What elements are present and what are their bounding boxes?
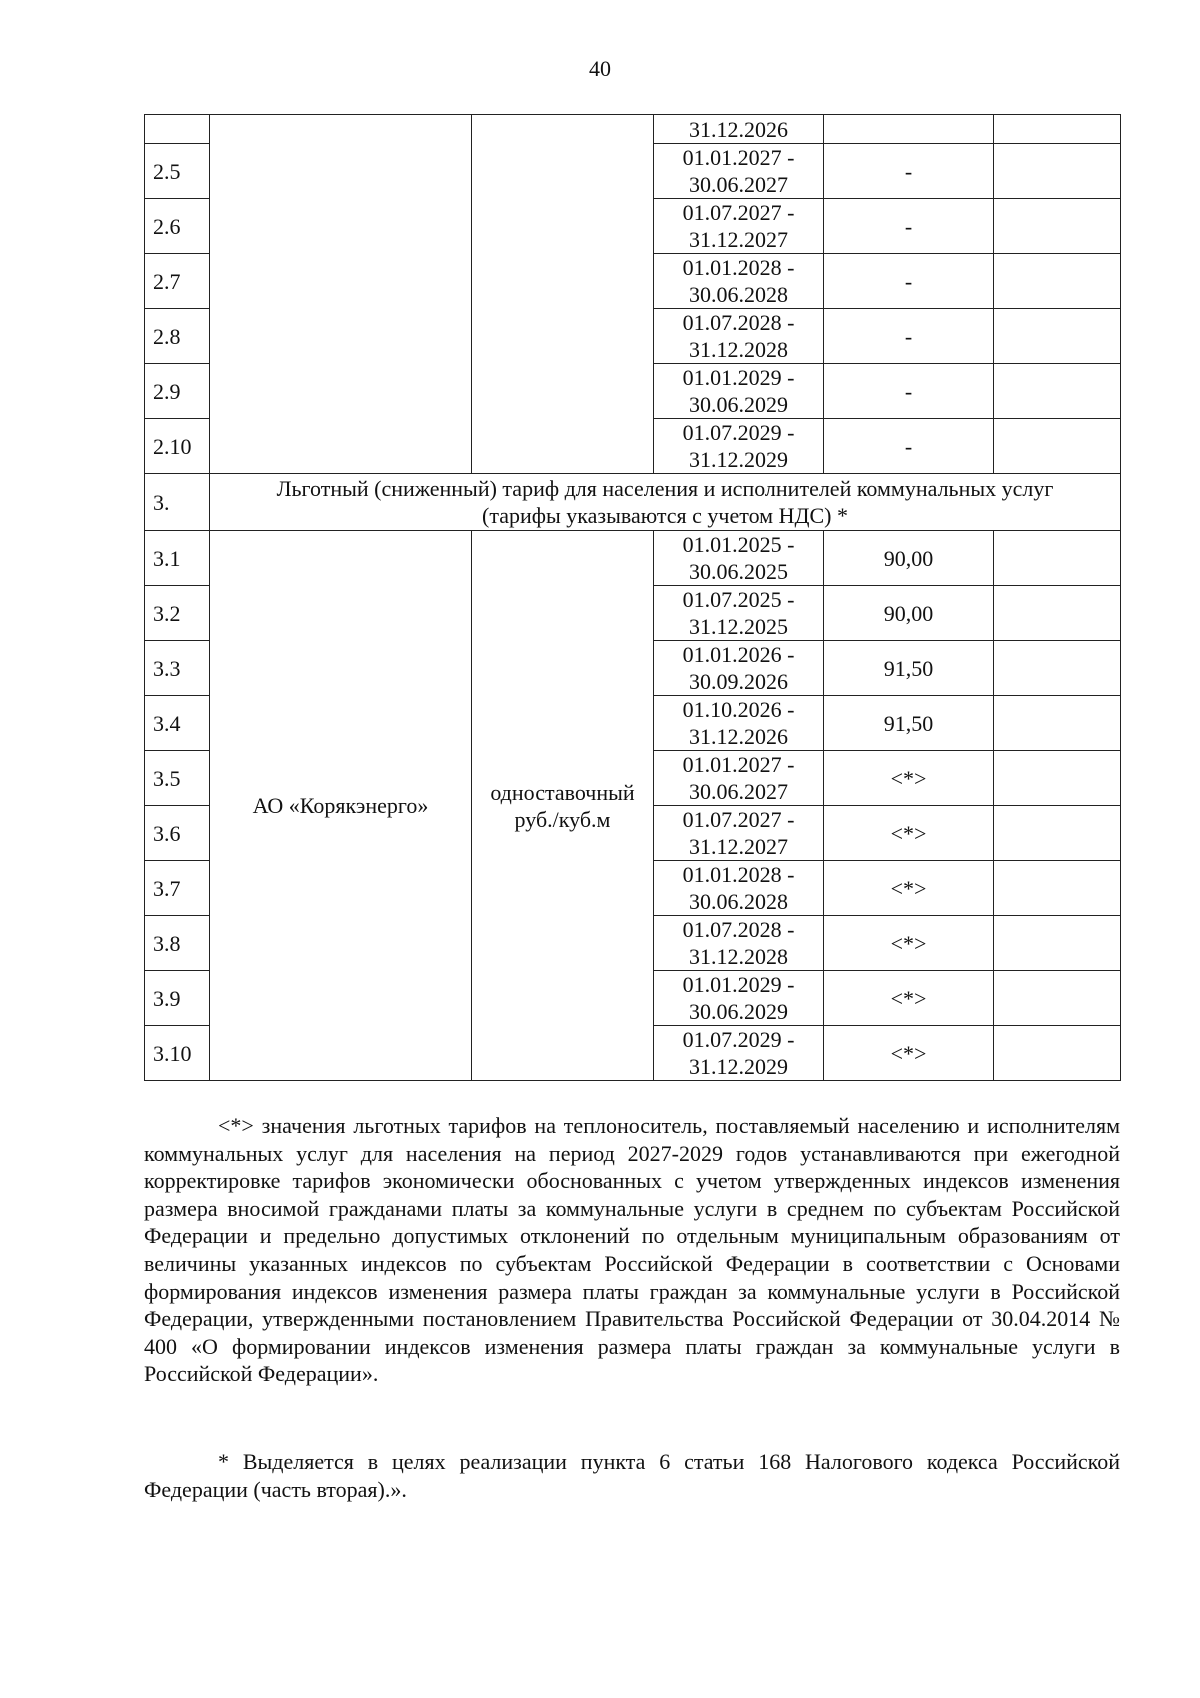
period-cell — [654, 586, 824, 641]
empty-cell — [994, 531, 1121, 586]
row-number: 3.6 — [145, 806, 210, 861]
organization-cell-prev — [210, 115, 472, 474]
period-line: 30.06.2025 — [689, 559, 788, 584]
empty-cell — [994, 199, 1121, 254]
tariff-type-cell — [472, 531, 654, 1081]
footnote-vat — [144, 1448, 1120, 1503]
value-cell: <*> — [824, 806, 994, 861]
empty-cell — [994, 586, 1121, 641]
organization-cell: АО «Корякэнерго» — [210, 531, 472, 1081]
period-cell — [654, 254, 824, 309]
period-line: 31.12.2027 — [689, 834, 788, 859]
empty-cell — [994, 364, 1121, 419]
empty-cell — [994, 751, 1121, 806]
tariff-unit: руб./куб.м — [514, 806, 611, 832]
section-header-row — [145, 474, 1121, 531]
period-cell — [654, 751, 824, 806]
section-title — [210, 474, 1121, 531]
row-number: 3.4 — [145, 696, 210, 751]
empty-cell — [994, 309, 1121, 364]
section-title-line: (тарифы указываются с учетом НДС) * — [482, 503, 848, 528]
period-cell — [654, 916, 824, 971]
period-line: 31.12.2026 — [689, 116, 788, 142]
value-cell: - — [824, 199, 994, 254]
period-line: 01.07.2027 - — [682, 200, 795, 225]
value-cell: 90,00 — [824, 531, 994, 586]
period-line: 01.10.2026 - — [682, 697, 795, 722]
period-line: 31.12.2029 — [689, 1054, 788, 1079]
period-line: 30.06.2028 — [689, 889, 788, 914]
value-cell: 91,50 — [824, 696, 994, 751]
empty-cell — [994, 861, 1121, 916]
row-number: 3.9 — [145, 971, 210, 1026]
empty-cell — [994, 916, 1121, 971]
period-line: 01.01.2025 - — [682, 532, 795, 557]
value-cell: - — [824, 144, 994, 199]
empty-cell — [994, 254, 1121, 309]
empty-cell — [994, 971, 1121, 1026]
period-cell — [654, 144, 824, 199]
period-line: 01.07.2025 - — [682, 587, 795, 612]
value-cell — [824, 115, 994, 144]
table-row — [145, 115, 1121, 144]
value-cell: - — [824, 309, 994, 364]
value-cell: <*> — [824, 971, 994, 1026]
period-line: 30.06.2028 — [689, 282, 788, 307]
row-number: 3.8 — [145, 916, 210, 971]
period-line: 30.06.2029 — [689, 392, 788, 417]
period-cell — [654, 806, 824, 861]
period-cell — [654, 971, 824, 1026]
value-cell: 90,00 — [824, 586, 994, 641]
row-number: 3.1 — [145, 531, 210, 586]
period-line: 01.01.2028 - — [682, 255, 795, 280]
period-line: 01.07.2027 - — [682, 807, 795, 832]
period-line: 01.01.2026 - — [682, 642, 795, 667]
period-line: 31.12.2027 — [689, 227, 788, 252]
period-line: 31.12.2025 — [689, 614, 788, 639]
empty-cell — [994, 1026, 1121, 1081]
period-line: 01.01.2029 - — [682, 365, 795, 390]
row-number: 2.9 — [145, 364, 210, 419]
period-cell — [654, 199, 824, 254]
value-cell: 91,50 — [824, 641, 994, 696]
value-cell: <*> — [824, 751, 994, 806]
row-number: 3.10 — [145, 1026, 210, 1081]
period-line: 30.06.2029 — [689, 999, 788, 1024]
page-number: 40 — [589, 56, 611, 81]
period-line: 01.01.2027 - — [682, 145, 795, 170]
period-cell — [654, 419, 824, 474]
empty-cell — [994, 641, 1121, 696]
empty-cell — [994, 806, 1121, 861]
section-title-line: Льготный (сниженный) тариф для населения и исполнителей коммунальных услуг — [276, 476, 1054, 501]
tariff-type-cell-prev — [472, 115, 654, 474]
tariff-table — [144, 114, 1121, 1081]
row-number: 2.7 — [145, 254, 210, 309]
row-number: 3.2 — [145, 586, 210, 641]
period-line: 01.01.2027 - — [682, 752, 795, 777]
empty-cell — [994, 419, 1121, 474]
value-cell: - — [824, 364, 994, 419]
period-line: 01.01.2029 - — [682, 972, 795, 997]
period-cell — [654, 641, 824, 696]
value-cell: <*> — [824, 861, 994, 916]
period-line: 30.06.2027 — [689, 172, 788, 197]
row-number: 3.3 — [145, 641, 210, 696]
period-line: 31.12.2028 — [689, 337, 788, 362]
row-number: 2.5 — [145, 144, 210, 199]
row-number: 3.7 — [145, 861, 210, 916]
row-number: 2.8 — [145, 309, 210, 364]
footnote-text: * Выделяется в целях реализации пункта 6 статьи 168 Налогового кодекса Российской Федерации (часть вторая).». — [144, 1449, 1120, 1502]
row-number — [145, 115, 210, 144]
tariff-type: одноставочный — [490, 779, 635, 805]
period-cell — [654, 1026, 824, 1081]
period-line: 01.01.2028 - — [682, 862, 795, 887]
period-cell — [654, 696, 824, 751]
period-cell — [654, 115, 824, 144]
period-line: 31.12.2028 — [689, 944, 788, 969]
period-line: 30.09.2026 — [689, 669, 788, 694]
period-cell — [654, 364, 824, 419]
value-cell: <*> — [824, 916, 994, 971]
row-number: 3.5 — [145, 751, 210, 806]
section-number: 3. — [145, 474, 210, 531]
period-line: 01.07.2028 - — [682, 917, 795, 942]
period-cell — [654, 309, 824, 364]
value-cell: <*> — [824, 1026, 994, 1081]
empty-cell — [994, 144, 1121, 199]
footnote-tariff-values — [144, 1112, 1120, 1388]
period-line: 31.12.2026 — [689, 724, 788, 749]
period-line: 01.07.2028 - — [682, 310, 795, 335]
period-cell — [654, 531, 824, 586]
footnote-text: <*> значения льготных тарифов на теплоноситель, поставляемый населению и исполнителям коммунальных услуг для населения на период 2027-2029 годов устанавливаются при ежегодной корректировке тарифов экономически обоснованных с учетом утвержденных индексов изменения размера вносимой гражданами платы за коммунальные услуги в среднем по субъектам Российской Федерации и предельно допустимых отклонений по отдельным муниципальным образованиям от величины указанных индексов по субъектам Российской Федерации в соответствии с Основами формирования индексов изменения размера платы граждан за коммунальные услуги в Российской Федерации, утвержденными постановлением Правительства Российской Федерации от 30.04.2014 № 400 «О формировании индексов изменения размера платы граждан за коммунальные услуги в Российской Федерации». — [144, 1113, 1120, 1387]
value-cell: - — [824, 419, 994, 474]
row-number: 2.10 — [145, 419, 210, 474]
period-cell — [654, 861, 824, 916]
period-line: 31.12.2029 — [689, 447, 788, 472]
table-row — [145, 531, 1121, 586]
period-line: 30.06.2027 — [689, 779, 788, 804]
period-line: 01.07.2029 - — [682, 1027, 795, 1052]
period-line: 01.07.2029 - — [682, 420, 795, 445]
row-number: 2.6 — [145, 199, 210, 254]
empty-cell — [994, 115, 1121, 144]
empty-cell — [994, 696, 1121, 751]
value-cell: - — [824, 254, 994, 309]
